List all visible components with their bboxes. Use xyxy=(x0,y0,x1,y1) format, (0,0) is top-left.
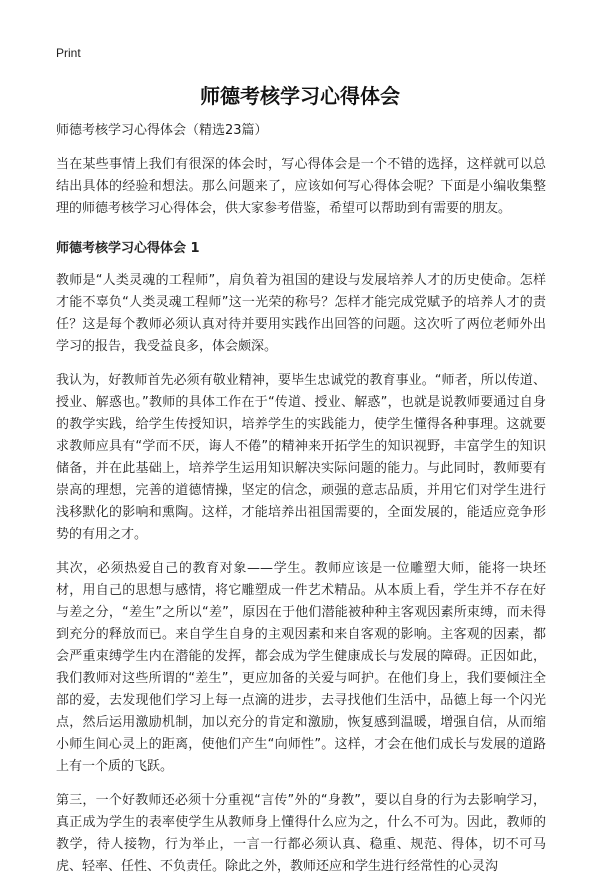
article-body xyxy=(56,120,546,890)
section-heading: 师德考核学习心得体会 1 xyxy=(56,241,200,256)
body-paragraph: 我认为，好教师首先必须有敬业精神，要毕生忠诚党的教育事业。“师者，所以传道、授业、解惑也。”教师的具体工作在于“传道、授业、解惑”，也就是说教师要通过自身的教学实践，给学生传授知识，培养学生的实践能力，使学生懂得各种事理。这就要求教师应具有“学而不厌，诲人不倦”的精神来开拓学生的知识视野，丰富学生的知识储备，并在此基础上，培养学生运用知识解决实际问题的能力。与此同时，教师要有崇高的理想，完善的道德情操，坚定的信念，顽强的意志品质，并用它们对学生进行浅移默化的影响和熏陶。这样，才能培养出祖国需要的，全面发展的，能适应竞争形势的有用之才。 xyxy=(56,373,546,542)
body-paragraph: 第三，一个好教师还必须十分重视“言传”外的“身教”，要以自身的行为去影响学习，真正成为学生的表率使学生从教师身上懂得什么应为之，什么不可为。因此，教师的教学，待人接物，行为举止，一言一行都必须认真、稳重、规范、得体，切不可马虎、轻率、任性、不负责任。除此之外，教师还应和学生进行经常性的心灵沟 xyxy=(56,793,546,874)
article-subtitle: 师德考核学习心得体会（精选23篇） xyxy=(56,123,268,138)
body-paragraph: 其次，必须热爱自己的教育对象——学生。教师应该是一位雕塑大师，能将一块坯材，用自己的思想与感情，将它雕塑成一件艺术精品。从本质上看，学生并不存在好与差之分，“差生”之所以“差”，原因在于他们潜能被种种主客观因素所束缚，而未得到充分的释放而已。来自学生自身的主观因素和来自客观的影响。主客观的因素，都会严重束缚学生内在潜能的发挥，都会成为学生健康成长与发展的障碍。正因如此，我们教师对这些所谓的“差生”，更应加备的关爱与呵护。在他们身上，我们要倾注全部的爱，去发现他们学习上每一点滴的进步，去寻找他们生活中，品德上每一个闪光点，然后运用激励机制，加以充分的肯定和激励，恢复感到温暖，增强自信，从而缩小师生间心灵上的距离，使他们产生“向师性”。这样，才会在他们成长与发展的道路上有一个质的飞跃。 xyxy=(56,561,546,774)
body-paragraph: 教师是“人类灵魂的工程师”，肩负着为祖国的建设与发展培养人才的历史使命。怎样才能不辜负“人类灵魂工程师”这一光荣的称号？怎样才能完成党赋予的培养人才的责任？这是每个教师必须认真对待并要用实践作出回答的问题。这次听了两位老师外出学习的报告，我受益良多，体会颇深。 xyxy=(56,273,546,354)
intro-paragraph: 当在某些事情上我们有很深的体会时，写心得体会是一个不错的选择，这样就可以总结出具体的经验和想法。那么问题来了，应该如何写心得体会呢？下面是小编收集整理的师德考核学习心得体会，供大家参考借鉴，希望可以帮助到有需要的朋友。 xyxy=(56,157,546,216)
page-title: 师德考核学习心得体会 xyxy=(200,84,400,108)
print-link[interactable]: Print xyxy=(56,46,81,60)
